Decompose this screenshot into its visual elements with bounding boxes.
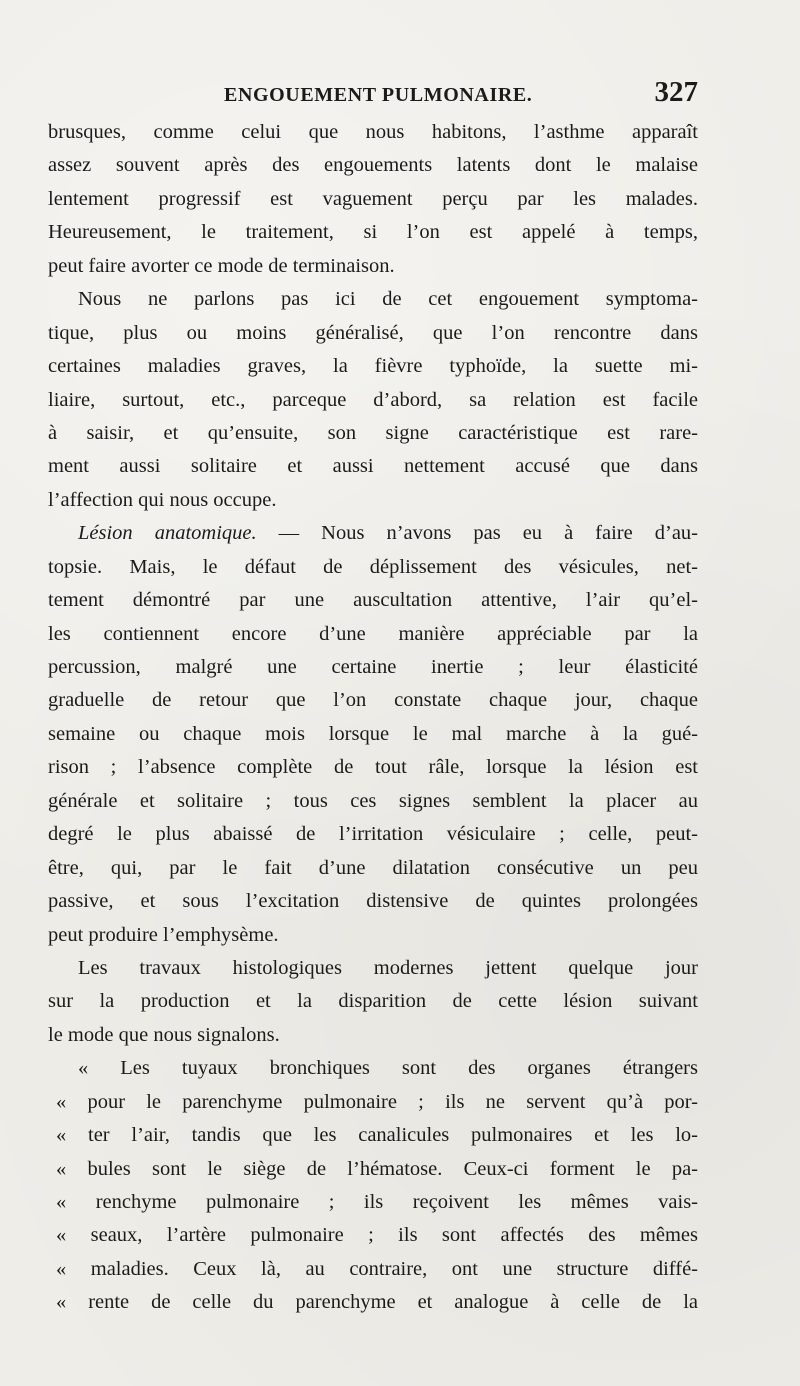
text-line: passive, et sous l’excitation distensive de quintes prolongées <box>48 890 698 913</box>
text-line: sur la production et la disparition de cette lésion suivant <box>48 990 698 1013</box>
text-line: assez souvent après des engouements latents dont le malaise <box>48 154 698 177</box>
text-line: peut faire avorter ce mode de terminaison. <box>48 254 395 277</box>
text-line: degré le plus abaissé de l’irritation vésiculaire ; celle, peut- <box>48 823 698 846</box>
body-text <box>48 116 698 1320</box>
text-line: à saisir, et qu’ensuite, son signe caractéristique est rare- <box>48 421 698 444</box>
text-line: lentement progressif est vaguement perçu par les malades. <box>48 187 698 210</box>
section-heading: Lésion anatomique. <box>78 522 257 545</box>
quote-line: « renchyme pulmonaire ; ils reçoivent les mêmes vais- <box>56 1191 698 1213</box>
text-line: brusques, comme celui que nous habitons, l’asthme apparaît <box>48 121 698 143</box>
quote-line: « maladies. Ceux là, au contraire, ont une structure diffé- <box>56 1257 698 1280</box>
quote-line: « bules sont le siège de l’hématose. Ceux-ci forment le pa- <box>56 1157 698 1180</box>
quote-line: « ter l’air, tandis que les canalicules pulmonaires et les lo- <box>56 1124 698 1147</box>
text-line: Nous ne parlons pas ici de cet engouement symptoma- <box>78 288 698 311</box>
quote-line: « rente de celle du parenchyme et analogue à celle de la <box>56 1291 698 1314</box>
quote-line: « Les tuyaux bronchiques sont des organes étrangers <box>78 1057 698 1080</box>
text-line: liaire, surtout, etc., parceque d’abord, sa relation est facile <box>48 388 698 411</box>
text-line: tement démontré par une auscultation attentive, l’air qu’el- <box>48 589 698 612</box>
text-line: — Nous n’avons pas eu à faire d’au- <box>278 522 698 545</box>
text-line: tique, plus ou moins généralisé, que l’on rencontre dans <box>48 321 698 344</box>
text-line: générale et solitaire ; tous ces signes semblent la placer au <box>48 789 698 812</box>
text-line: les contiennent encore d’une manière appréciable par la <box>48 622 698 645</box>
text-line: être, qui, par le fait d’une dilatation consécutive un peu <box>48 856 698 879</box>
text-line: rison ; l’absence complète de tout râle, lorsque la lésion est <box>48 756 698 779</box>
text-line: graduelle de retour que l’on constate chaque jour, chaque <box>48 689 698 712</box>
quote-line: « seaux, l’artère pulmonaire ; ils sont affectés des mêmes <box>56 1224 698 1247</box>
quote-line: « pour le parenchyme pulmonaire ; ils ne servent qu’à por- <box>56 1090 698 1113</box>
text-line: Heureusement, le traitement, si l’on est appelé à temps, <box>48 221 698 244</box>
text-line: certaines maladies graves, la fièvre typhoïde, la suette mi- <box>48 355 698 378</box>
text-line: Les travaux histologiques modernes jettent quelque jour <box>78 956 698 979</box>
text-line: topsie. Mais, le défaut de déplissement des vésicules, net- <box>48 555 698 578</box>
text-line: le mode que nous signalons. <box>48 1023 280 1046</box>
text-line: l’affection qui nous occupe. <box>48 488 277 511</box>
text-line: ment aussi solitaire et aussi nettement accusé que dans <box>48 455 698 478</box>
section-line <box>48 517 698 550</box>
text-line: semaine ou chaque mois lorsque le mal marche à la gué- <box>48 722 698 745</box>
text-line: percussion, malgré une certaine inertie ; leur élasticité <box>48 656 698 678</box>
text-line: peut produire l’emphysème. <box>48 923 279 946</box>
running-head <box>50 74 700 114</box>
page-number: 327 <box>654 76 698 108</box>
running-title: ENGOUEMENT PULMONAIRE. <box>224 84 533 106</box>
